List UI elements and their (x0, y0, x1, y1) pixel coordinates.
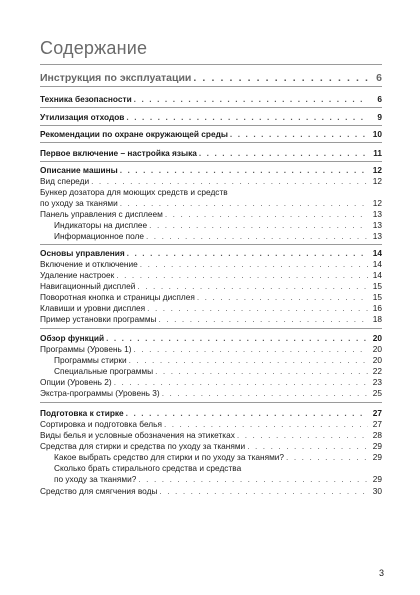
section-divider (40, 161, 382, 162)
toc-subentry[interactable]: Программы стирки . . . 20 (54, 355, 382, 365)
toc-entry[interactable]: Первое включение – настройка языка . . . 11 (40, 148, 382, 158)
toc-entry[interactable]: Основы управления . . . 14 (40, 248, 382, 258)
section-divider (40, 142, 382, 143)
page-title: Содержание (40, 38, 148, 58)
toc-entry[interactable]: Включение и отключение . . . 14 (40, 259, 382, 269)
toc-entry[interactable]: Клавиши и уровни дисплея . . . 16 (40, 303, 382, 313)
section-divider (40, 107, 382, 108)
toc-entry[interactable]: Инструкция по эксплуатации . . . 6 (40, 72, 382, 84)
page-number: 3 (378, 568, 384, 578)
toc-subentry[interactable]: Информационное поле . . . 13 (54, 231, 382, 241)
toc-entry[interactable]: Удаление настроек . . . 14 (40, 270, 382, 280)
toc-entry[interactable]: Экстра-программы (Уровень 3) . . . 25 (40, 388, 382, 398)
toc-entry-line[interactable]: Бункер дозатора для моющих средств и средств (40, 187, 228, 197)
toc-entry[interactable]: Панель управления с дисплеем . . . 13 (40, 209, 382, 219)
toc-entry[interactable]: Обзор функций . . . 20 (40, 333, 382, 343)
toc-entry[interactable]: Подготовка к стирке . . . 27 (40, 408, 382, 418)
toc-entry[interactable]: Опции (Уровень 2) . . . 23 (40, 377, 382, 387)
toc-entry[interactable]: по уходу за тканями . . . 12 (40, 198, 382, 208)
toc-entry[interactable]: Средство для смягчения воды . . . 30 (40, 486, 382, 496)
toc-subentry-line[interactable]: Сколько брать стирального средства и средства (54, 463, 242, 473)
section-divider (40, 125, 382, 126)
toc-subentry[interactable]: Специальные программы . . . 22 (54, 366, 382, 376)
toc-entry[interactable]: Поворотная кнопка и страницы дисплея . . . 15 (40, 292, 382, 302)
toc-entry[interactable]: Программы (Уровень 1) . . . 20 (40, 344, 382, 354)
toc-entry[interactable]: Вид спереди . . . 12 (40, 176, 382, 186)
toc-entry[interactable]: Навигационный дисплей . . . 15 (40, 281, 382, 291)
toc-entry[interactable]: Техника безопасности . . . 6 (40, 94, 382, 104)
toc-subentry[interactable]: Индикаторы на дисплее . . . 13 (54, 220, 382, 230)
toc-entry[interactable]: Виды белья и условные обозначения на этикетках . . . 28 (40, 430, 382, 440)
title-divider (40, 64, 382, 65)
section-divider (40, 244, 382, 245)
toc-entry[interactable]: Сортировка и подготовка белья . . . 27 (40, 419, 382, 429)
toc-entry[interactable]: Средства для стирки и средства по уходу за тканями . . . 29 (40, 441, 382, 451)
toc-entry[interactable]: Утилизация отходов . . . 9 (40, 112, 382, 122)
toc-entry[interactable]: Рекомендации по охране окружающей среды . . . 10 (40, 129, 382, 139)
section-divider (40, 328, 382, 329)
toc-subentry[interactable]: по уходу за тканями? . . . 29 (54, 474, 382, 484)
section-divider (40, 86, 382, 87)
toc-entry[interactable]: Описание машины . . . 12 (40, 165, 382, 175)
toc-entry[interactable]: Пример установки программы . . . 18 (40, 314, 382, 324)
toc-subentry[interactable]: Какое выбрать средство для стирки и по уходу за тканями? . . . 29 (54, 452, 382, 462)
section-divider (40, 402, 382, 403)
